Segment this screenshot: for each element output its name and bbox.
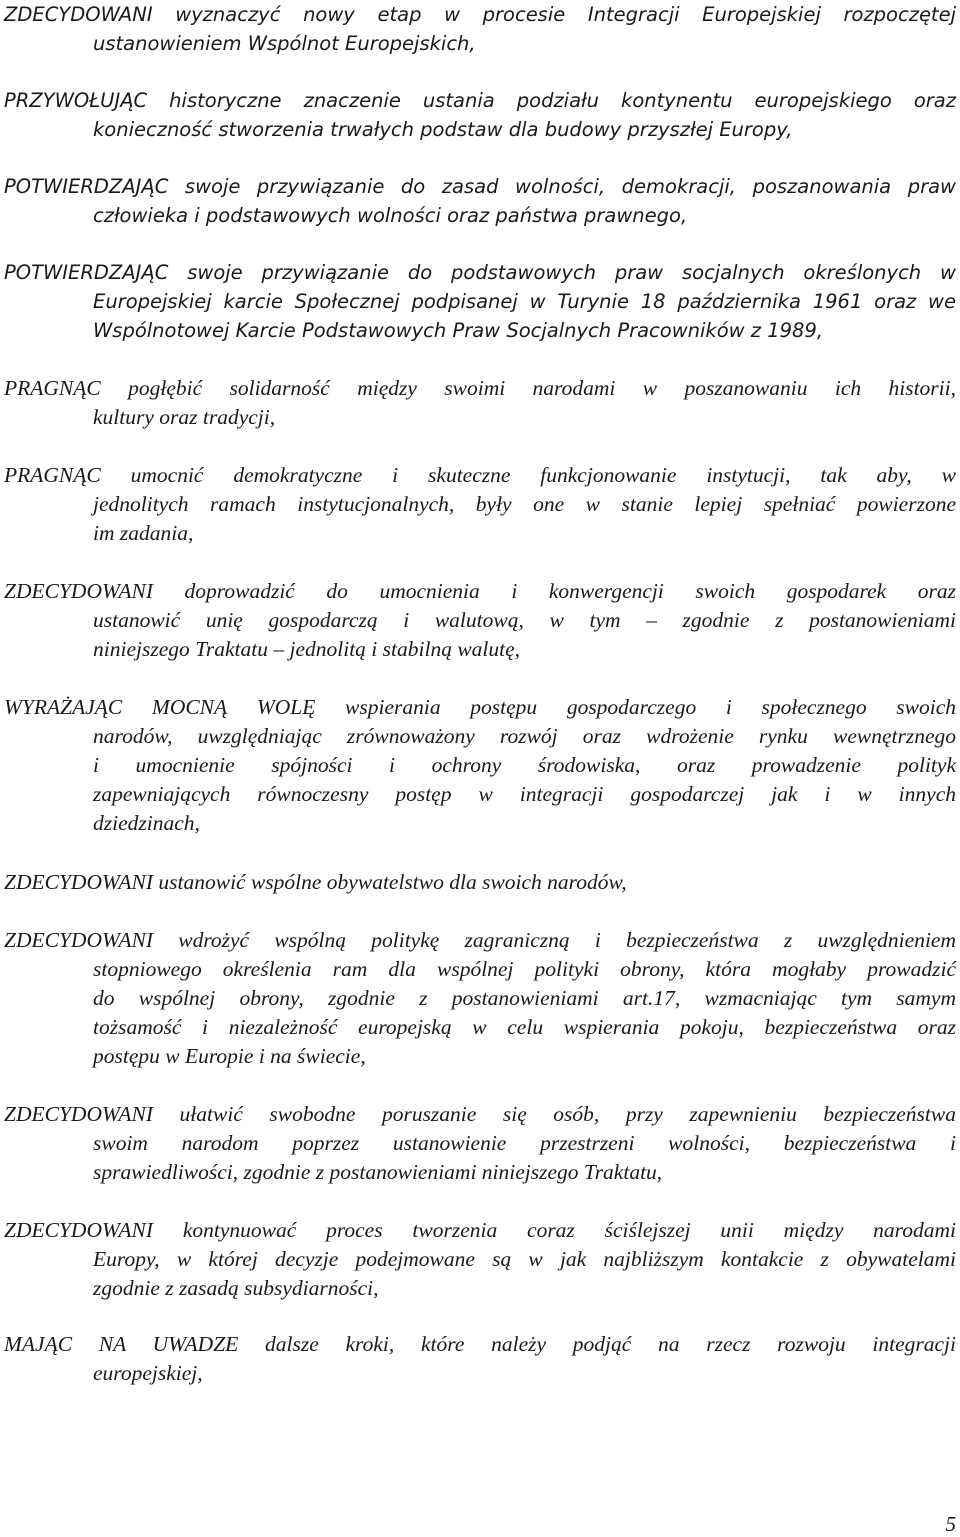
paragraph-line: zapewniających równoczesny postęp w integracji gospodarczej jak i w innych	[93, 782, 956, 806]
paragraph-11	[4, 1100, 956, 1187]
paragraph-9	[4, 868, 956, 897]
paragraph-line: do wspólnej obrony, zgodnie z postanowieniami art.17, wzmacniając tym samym	[93, 986, 956, 1010]
paragraph-line: człowieka i podstawowych wolności oraz państwa prawnego,	[93, 204, 688, 227]
paragraph-10	[4, 926, 956, 1071]
paragraph-6	[4, 461, 956, 548]
paragraph-line: ZDECYDOWANI kontynuować proces tworzenia coraz ściślejszej unii między narodami	[4, 1218, 956, 1242]
paragraph-5	[4, 374, 956, 432]
paragraph-line: ZDECYDOWANI ustanowić wspólne obywatelstwo dla swoich narodów,	[4, 870, 627, 894]
paragraph-line: europejskiej,	[93, 1361, 203, 1385]
paragraph-line: swoim narodom poprzez ustanowienie przestrzeni wolności, bezpieczeństwa i	[93, 1131, 956, 1155]
paragraph-3	[4, 172, 956, 230]
paragraph-line: jednolitych ramach instytucjonalnych, były one w stanie lepiej spełniać powierzone	[93, 492, 956, 516]
paragraph-line: POTWIERDZAJĄC swoje przywiązanie do podstawowych praw socjalnych określonych w	[4, 261, 956, 284]
paragraph-line: stopniowego określenia ram dla wspólnej polityki obrony, która mogłaby prowadzić	[93, 957, 956, 981]
paragraph-line: ustanowieniem Wspólnot Europejskich,	[93, 32, 476, 55]
paragraph-line: ZDECYDOWANI wyznaczyć nowy etap w procesie Integracji Europejskiej rozpoczętej	[4, 3, 956, 26]
paragraph-4	[4, 258, 956, 345]
paragraph-line: Wspólnotowej Karcie Podstawowych Praw Socjalnych Pracowników z 1989,	[93, 319, 824, 342]
paragraph-line: tożsamość i niezależność europejską w celu wspierania pokoju, bezpieczeństwa oraz	[93, 1015, 956, 1039]
paragraph-line: kultury oraz tradycji,	[93, 405, 276, 429]
paragraph-2	[4, 86, 956, 144]
paragraph-12	[4, 1216, 956, 1303]
paragraph-line: niniejszego Traktatu – jednolitą i stabilną walutę,	[93, 637, 521, 661]
paragraph-13	[4, 1330, 956, 1388]
paragraph-line: POTWIERDZAJĄC swoje przywiązanie do zasad wolności, demokracji, poszanowania praw	[4, 175, 956, 198]
paragraph-line: PRZYWOŁUJĄC historyczne znaczenie ustania podziału kontynentu europejskiego oraz	[4, 89, 956, 112]
paragraph-line: PRAGNĄC pogłębić solidarność między swoimi narodami w poszanowaniu ich historii,	[4, 376, 956, 400]
paragraph-line: MAJĄC NA UWADZE dalsze kroki, które należy podjąć na rzecz rozwoju integracji	[4, 1332, 956, 1356]
paragraph-line: narodów, uwzględniając zrównoważony rozwój oraz wdrożenie rynku wewnętrznego	[93, 724, 956, 748]
paragraph-line: ZDECYDOWANI ułatwić swobodne poruszanie się osób, przy zapewnieniu bezpieczeństwa	[4, 1102, 956, 1126]
paragraph-line: WYRAŻAJĄC MOCNĄ WOLĘ wspierania postępu gospodarczego i społecznego swoich	[4, 695, 956, 719]
paragraph-line: Europejskiej karcie Społecznej podpisanej w Turynie 18 października 1961 oraz we	[93, 290, 956, 313]
paragraph-line: sprawiedliwości, zgodnie z postanowieniami niniejszego Traktatu,	[93, 1160, 663, 1184]
paragraph-line: ZDECYDOWANI wdrożyć wspólną politykę zagraniczną i bezpieczeństwa z uwzględnieniem	[4, 928, 956, 952]
paragraph-line: Europy, w której decyzje podejmowane są w jak najbliższym kontakcie z obywatelami	[93, 1247, 956, 1271]
paragraph-line: konieczność stworzenia trwałych podstaw dla budowy przyszłej Europy,	[93, 118, 793, 141]
paragraph-line: postępu w Europie i na świecie,	[93, 1044, 366, 1068]
paragraph-line: zgodnie z zasadą subsydiarności,	[93, 1276, 379, 1300]
page-number: 5	[945, 1512, 956, 1536]
paragraph-7	[4, 577, 956, 664]
paragraph-line: im zadania,	[93, 521, 194, 545]
paragraph-line: ZDECYDOWANI doprowadzić do umocnienia i konwergencji swoich gospodarek oraz	[4, 579, 956, 603]
paragraph-line: ustanowić unię gospodarczą i walutową, w tym – zgodnie z postanowieniami	[93, 608, 956, 632]
paragraph-line: i umocnienie spójności i ochrony środowiska, oraz prowadzenie polityk	[93, 753, 956, 777]
paragraph-8	[4, 693, 956, 838]
paragraph-1	[4, 0, 956, 58]
paragraph-line: dziedzinach,	[93, 811, 200, 835]
paragraph-line: PRAGNĄC umocnić demokratyczne i skuteczne funkcjonowanie instytucji, tak aby, w	[4, 463, 956, 487]
